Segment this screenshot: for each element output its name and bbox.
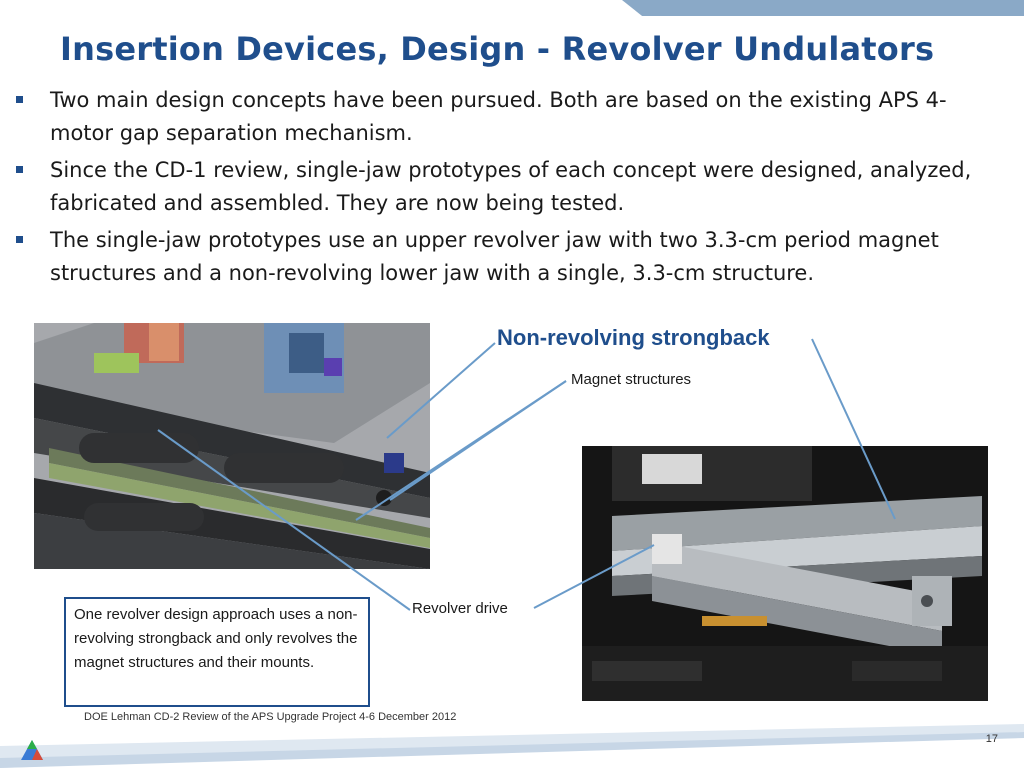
footer-swoosh	[0, 724, 1024, 768]
bullet-list	[14, 84, 1004, 294]
magnet-structures-label: Magnet structures	[571, 371, 692, 388]
bullet-item	[14, 224, 1004, 290]
prototype-photo-icon	[582, 446, 988, 701]
argonne-logo-icon	[19, 738, 45, 762]
bullet-text: The single-jaw prototypes use an upper revolver jaw with two 3.3-cm period magnet structures and a non-revolving lower jaw with a single, 3.3-cm structure.	[50, 228, 939, 285]
bullet-text: Two main design concepts have been pursued. Both are based on the existing APS 4-motor gap separation mechanism.	[50, 88, 947, 145]
strongback-label: Non-revolving strongback	[497, 325, 770, 350]
bullet-item	[14, 84, 1004, 150]
revolver-drive-label: Revolver drive	[412, 600, 508, 617]
footer-text: DOE Lehman CD-2 Review of the APS Upgrade Project 4-6 December 2012	[84, 711, 457, 723]
slide-title: Insertion Devices, Design - Revolver Undulators	[60, 30, 935, 68]
callout-box: One revolver design approach uses a non-revolving strongback and only revolves the magnet structures and their mounts.	[64, 597, 370, 707]
bullet-marker-icon	[16, 236, 23, 243]
top-accent-band	[622, 0, 1024, 16]
page-number: 17	[985, 733, 998, 745]
bullet-marker-icon	[16, 166, 23, 173]
bullet-text: Since the CD-1 review, single-jaw prototypes of each concept were designed, analyzed, fabricated and assembled. They are now being tested.	[50, 158, 972, 215]
bullet-item	[14, 154, 1004, 220]
bullet-marker-icon	[16, 96, 23, 103]
cad-rendering-icon	[34, 323, 430, 569]
